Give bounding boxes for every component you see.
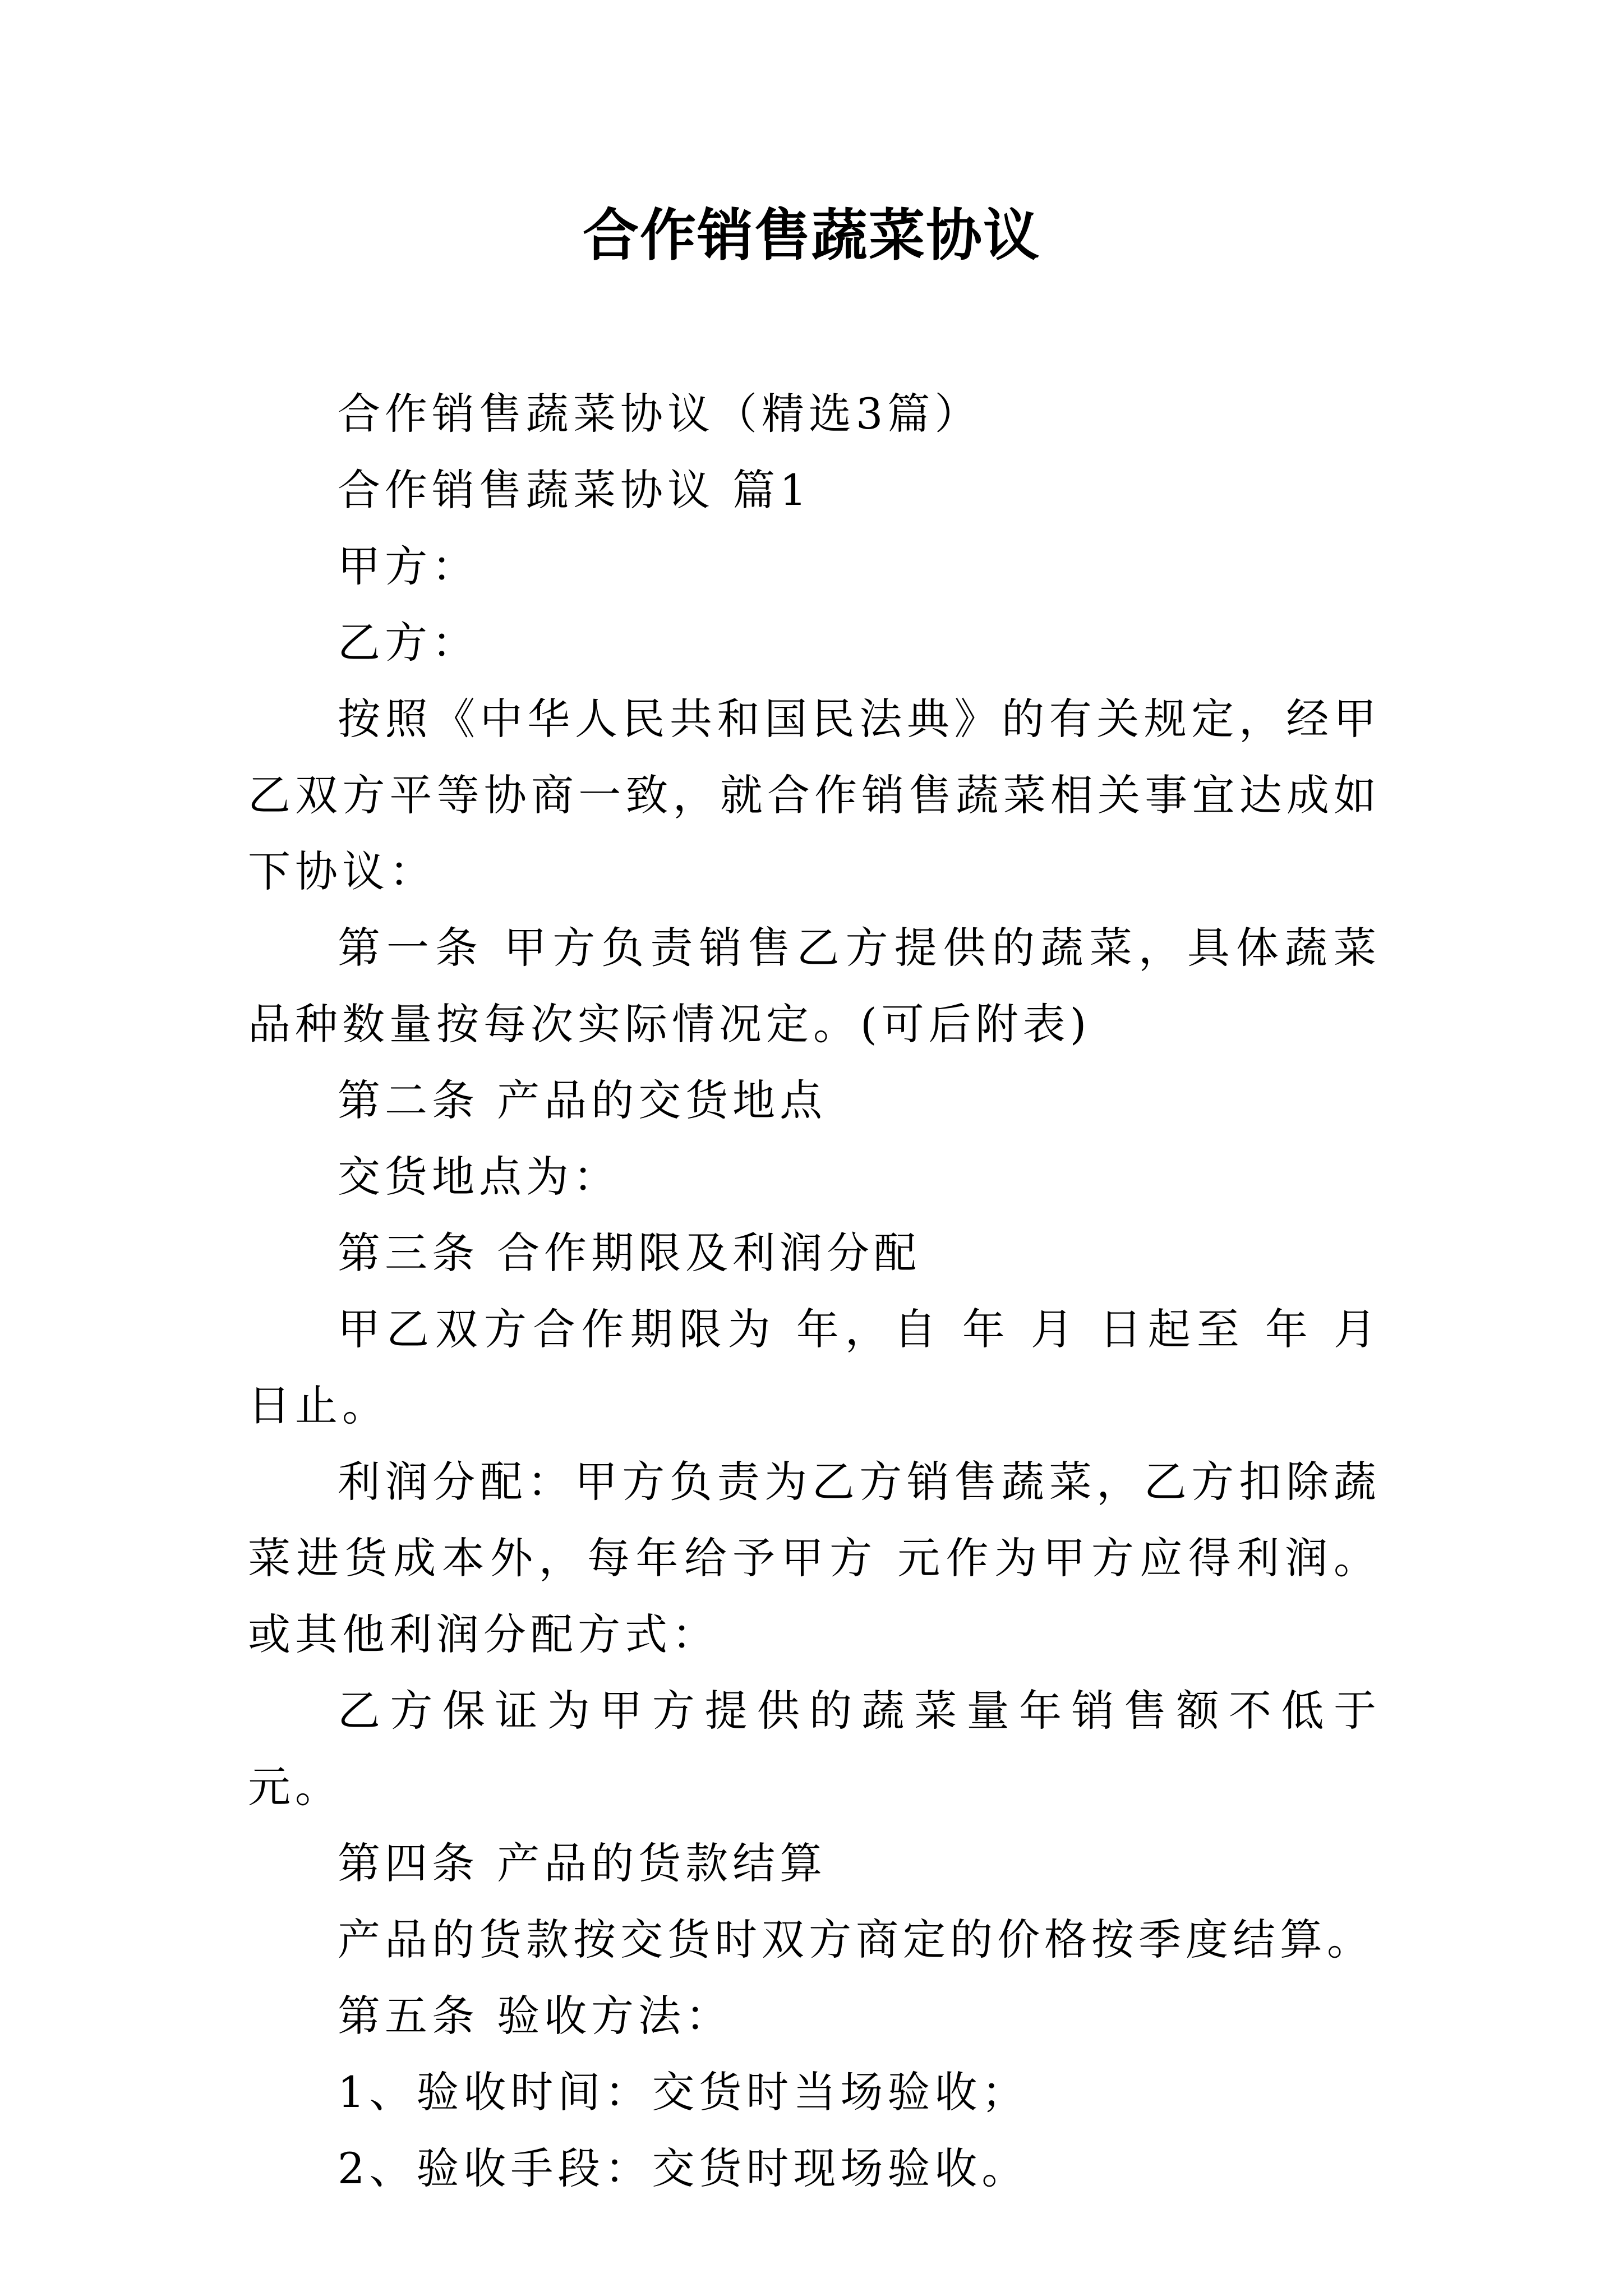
paragraph: 产品的货款按交货时双方商定的价格按季度结算。 — [338, 1915, 1374, 1964]
paragraph: 乙方保证为甲方提供的蔬菜量年销售额不低于 元。 — [248, 1686, 1381, 1812]
paragraph: 第五条 验收方法： — [338, 1991, 733, 2041]
document-title: 合作销售蔬菜协议 — [583, 203, 1040, 268]
paragraph: 1、验收时间：交货时当场验收； — [338, 2067, 1029, 2117]
paragraph: 合作销售蔬菜协议（精选3篇） — [338, 389, 982, 439]
paragraph: 按照《中华人民共和国民法典》的有关规定，经甲乙双方平等协商一致，就合作销售蔬菜相关事宜达成如下协议： — [248, 694, 1381, 896]
paragraph: 第一条 甲方负责销售乙方提供的蔬菜，具体蔬菜品种数量按每次实际情况定。(可后附表) — [248, 923, 1381, 1049]
paragraph: 利润分配：甲方负责为乙方销售蔬菜，乙方扣除蔬菜进货成本外，每年给予甲方 元作为甲方应得利润。或其他利润分配方式： — [248, 1457, 1381, 1659]
paragraph: 第三条 合作期限及利润分配 — [338, 1228, 921, 1278]
paragraph: 甲乙双方合作期限为 年，自 年 月 日起至 年 月 日止。 — [248, 1304, 1381, 1430]
paragraph: 乙方： — [338, 618, 479, 668]
document-body — [248, 376, 1381, 2207]
paragraph: 2、验收手段：交货时现场验收。 — [338, 2143, 1029, 2193]
paragraph: 交货地点为： — [338, 1152, 620, 1202]
paragraph: 第四条 产品的货款结算 — [338, 1838, 827, 1888]
paragraph: 甲方： — [338, 541, 479, 591]
paragraph: 第二条 产品的交货地点 — [338, 1075, 827, 1125]
paragraph: 合作销售蔬菜协议 篇1 — [338, 465, 811, 515]
